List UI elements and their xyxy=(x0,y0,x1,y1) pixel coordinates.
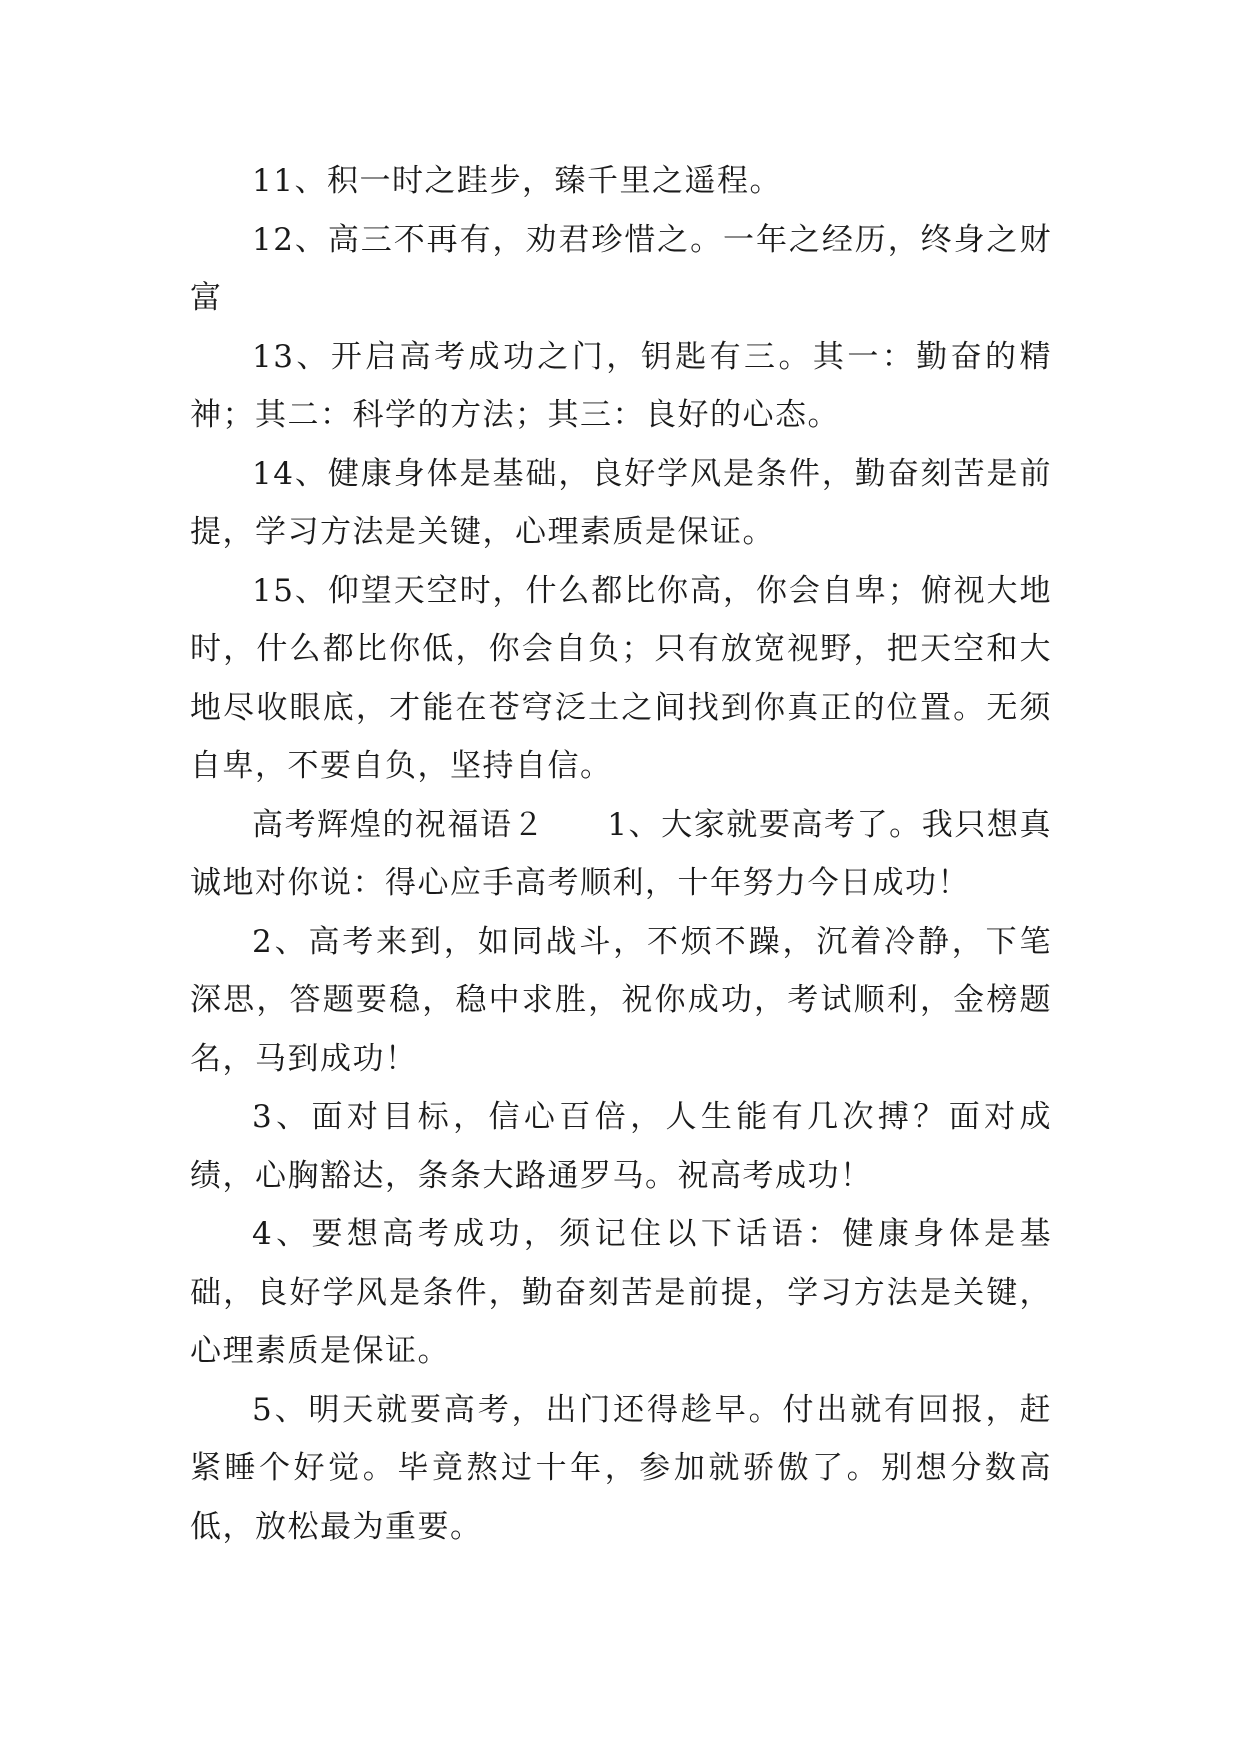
paragraph-3: 3、面对目标，信心百倍，人生能有几次搏？面对成绩，心胸豁达，条条大路通罗马。祝高考成功！ xyxy=(190,1099,1052,1194)
paragraph-12: 12、高三不再有，劝君珍惜之。一年之经历，终身之财富 xyxy=(190,221,1052,316)
paragraph-5: 5、明天就要高考，出门还得趁早。付出就有回报，赶紧睡个好觉。毕竟熬过十年，参加就骄傲了。别想分数高低，放松最为重要。 xyxy=(190,1391,1052,1545)
paragraph-14: 14、健康身体是基础，良好学风是条件，勤奋刻苦是前提，学习方法是关键，心理素质是保证。 xyxy=(190,455,1052,550)
section-first-item: 1、大家就要高考了。我只想真诚地对你说：得心应手高考顺利，十年努力今日成功！ xyxy=(190,806,1052,901)
document-body xyxy=(190,152,1052,1556)
paragraph-15: 15、仰望天空时，什么都比你高，你会自卑；俯视大地时，什么都比你低，你会自负；只有放宽视野，把天空和大地尽收眼底，才能在苍穹泛土之间找到你真正的位置。无须自卑，不要自负，坚持自信。 xyxy=(190,572,1052,784)
paragraph-4: 4、要想高考成功，须记住以下话语：健康身体是基础，良好学风是条件，勤奋刻苦是前提，学习方法是关键，心理素质是保证。 xyxy=(190,1216,1052,1369)
section-heading: 高考辉煌的祝福语２ xyxy=(252,806,546,843)
paragraph-13: 13、开启高考成功之门，钥匙有三。其一：勤奋的精神；其二：科学的方法；其三：良好的心态。 xyxy=(190,338,1052,433)
section-paragraph xyxy=(190,796,1052,913)
paragraph-11: 11、积一时之跬步，臻千里之遥程。 xyxy=(252,163,782,199)
paragraph-2: 2、高考来到，如同战斗，不烦不躁，沉着冷静，下笔深思，答题要稳，稳中求胜，祝你成功，考试顺利，金榜题名，马到成功！ xyxy=(190,923,1052,1077)
